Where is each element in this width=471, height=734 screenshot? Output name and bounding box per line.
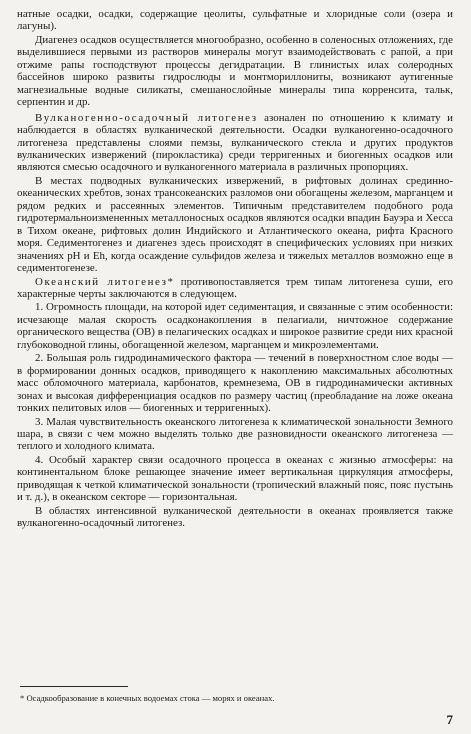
term-volcanic-lithogenesis: Вулканогенно-осадочный литогенез bbox=[35, 111, 258, 124]
footnote-divider bbox=[20, 686, 128, 687]
paragraph-oceanic bbox=[17, 276, 453, 301]
paragraph-continued: натные осадки, осадки, содержащие цеолиты, сульфатные и хлоридные соли (озера и лагуны). bbox=[17, 8, 453, 33]
paragraph-closing: В областях интенсивной вулканической деятельности в океанах проявляется также вулканогенно-осадочный литогенез. bbox=[17, 504, 453, 530]
volcanic-text: азонален по отношению к климату и наблюдается в областях вулканической деятельности. Осадки вулканогенно-осадочного литогенеза представлены слоями пемзы, вулканического стекла и других продуктов вулканических извержений (пирокластика) среди терригенных и биогенных осадков или являются смесью осадочного и вулканогенного материала в различных пропорциях. bbox=[17, 111, 454, 174]
paragraph-volcanic bbox=[17, 112, 453, 174]
term-oceanic-lithogenesis: Океанский литогенез* bbox=[35, 275, 175, 288]
footnote: * Осадкообразование в конечных водоемах стока — морях и океанах. bbox=[20, 693, 275, 703]
oceanic-text: противопоставляется трем типам литогенеза суши, его характерные черты заключаются в следующем. bbox=[17, 275, 453, 300]
list-item-4: 4. Особый характер связи осадочного процесса в океанах с жизнью атмосферы: на континентальном блоке решающее значение имеет вертикальная циркуляция атмосферы, приводящая к четкой климатической зональности (тропический влажный пояс, пояс пустынь и т. д.), в океанском секторе — горизонтальная. bbox=[17, 453, 453, 504]
list-item-1: 1. Огромность площади, на которой идет седиментация, и связанные с этим особенности: исчезающе малая скорость осадконакопления в пелагиали, ничтожное содержание органического вещества (ОВ) в пелагических осадках и широкое развитие среди них красной глубоководной глины, обогащенной железом, марганцем и микроэлементами. bbox=[17, 301, 453, 351]
paragraph-rift: В местах подводных вулканических извержений, в рифтовых долинах срединно-океанических хребтов, зонах трансокеанских разломов они обогащены железом, марганцем и рядом редких и рассеянных элементов. Типичным представителем подобного рода гидротермальноизмененных металлоносных осадков являются осадки впадин Бауэра и Хесса в Тихом океане, рифтовых долин Индийского и Атлантического океана, рифта Красного моря. Седиментогенез и диагенез здесь происходят в специфических условиях при низких значениях pH и Eh, когда осаждение сульфидов железа и тяжелых металлов возможно еще в седиментогенезе. bbox=[17, 174, 453, 275]
list-item-3: 3. Малая чувствительность океанского литогенеза к климатической зональности Земного шара, в связи с чем можно выделять только две разновидности океанского литогенеза — теплого и холодного климата. bbox=[17, 415, 453, 453]
paragraph-diagenesis: Диагенез осадков осуществляется многообразно, особенно в соленосных отложениях, где выделившиеся первыми из растворов минералы могут взаимодействовать с рапой, а при отжиме рапы господствуют процессы дегидратации. В глинистых илах солеродных бассейнов широко развиты гидрослюды и монтмориллониты, возникают аутигенные магнезиальные водные силикаты, смешанослойные минералы типа корренсита, тальк, серпентин и др. bbox=[17, 33, 453, 109]
list-item-2: 2. Большая роль гидродинамического фактора — течений в поверхностном слое воды — в формировании донных осадков, приводящего к накоплению максимальных абсолютных масс обломочного материала, карбонатов, кремнезема, ОВ в гидродинамически активных зонах и высокая дифференциация осадков по размеру частиц (преобладание на ложе океана тонких пелитовых илов — биогенных и терригенных). bbox=[17, 352, 453, 415]
page-number: 7 bbox=[446, 712, 453, 727]
